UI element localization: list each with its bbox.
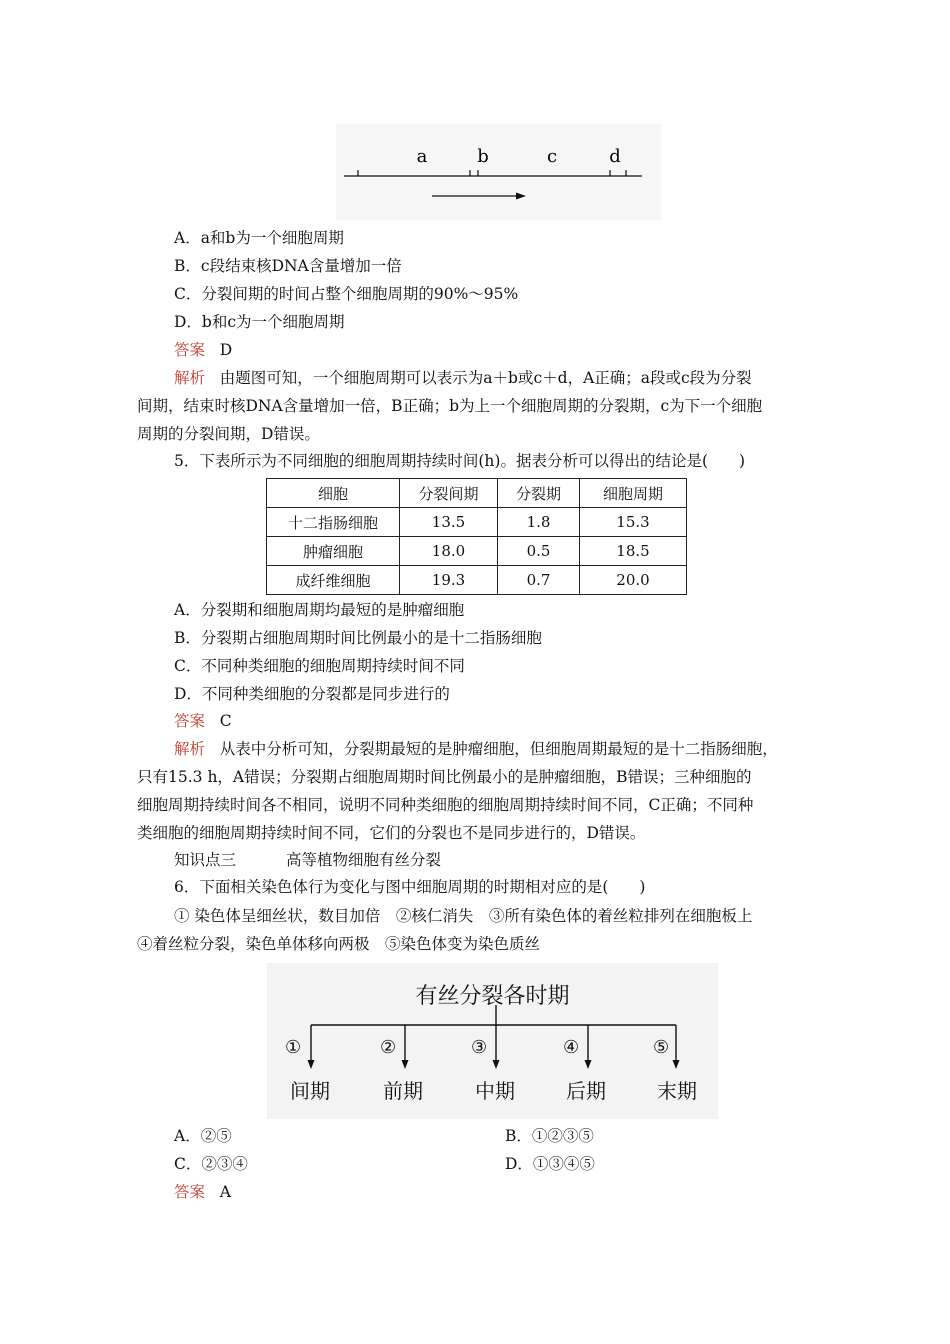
answer-label: 答案 [174, 341, 206, 359]
table-cell: 19.3 [400, 566, 498, 595]
answer-value: C [219, 712, 232, 730]
q5-option-b: B．分裂期占细胞周期时间比例最小的是十二指肠细胞 [174, 629, 542, 647]
q5-stem: 5．下表所示为不同细胞的细胞周期持续时间(h)。据表分析可以得出的结论是( ) [174, 452, 746, 470]
answer-label: 答案 [174, 1183, 206, 1201]
table-cell: 13.5 [400, 508, 498, 537]
phase-telophase: 末期 [657, 1079, 697, 1103]
q4-option-b: B．c段结束核DNA含量增加一倍 [174, 257, 402, 275]
label-b: b [477, 146, 489, 167]
branch-number-1: ① [285, 1037, 302, 1058]
branch-arrow-4 [585, 1060, 592, 1069]
branch-number-3: ③ [471, 1037, 488, 1058]
label-c: c [546, 146, 558, 167]
phase-anaphase: 后期 [566, 1079, 606, 1103]
analysis-label: 解析 [174, 369, 206, 387]
table-cell: 15.3 [580, 508, 687, 537]
section-label: 知识点三 [174, 851, 237, 869]
q4-option-a: A．a和b为一个细胞周期 [174, 229, 344, 247]
q5-option-a: A．分裂期和细胞周期均最短的是肿瘤细胞 [174, 601, 465, 619]
table-cell: 18.0 [400, 537, 498, 566]
table-cell: 20.0 [580, 566, 687, 595]
table-header-cell: 分裂间期 [400, 479, 498, 508]
q5-analysis-line-4: 类细胞的细胞周期持续时间不同，它们的分裂也不是同步进行的，D错误。 [137, 824, 646, 842]
branch-arrow-5 [673, 1060, 680, 1069]
direction-arrowhead [516, 193, 526, 200]
q4-analysis-line-3: 周期的分裂间期，D错误。 [137, 425, 320, 443]
q6-option-b: B．①②③⑤ [505, 1127, 594, 1145]
table-cell: 成纤维细胞 [267, 566, 400, 595]
q5-option-c: C．不同种类细胞的细胞周期持续时间不同 [174, 657, 465, 675]
q6-line-2: ④着丝粒分裂，染色单体移向两极 ⑤染色体变为染色质丝 [137, 935, 541, 953]
mitosis-phases-figure [267, 963, 718, 1119]
table-cell: 0.7 [498, 566, 580, 595]
q4-option-c: C．分裂间期的时间占整个细胞周期的90%～95% [174, 285, 519, 303]
section-title: 高等植物细胞有丝分裂 [286, 851, 442, 869]
branch-number-4: ④ [563, 1037, 580, 1058]
table-header-row [267, 479, 687, 508]
q5-analysis-line-1: 解析 从表中分析可知，分裂期最短的是肿瘤细胞，但细胞周期最短的是十二指肠细胞， [174, 740, 778, 758]
phase-prophase: 前期 [383, 1079, 423, 1103]
cell-cycle-line-svg [336, 124, 661, 220]
table-cell: 肿瘤细胞 [267, 537, 400, 566]
label-a: a [416, 146, 428, 167]
answer-value: A [219, 1183, 231, 1201]
q4-option-d: D．b和c为一个细胞周期 [174, 313, 345, 331]
q4-analysis-line-2: 间期，结束时核DNA含量增加一倍，B正确；b为上一个细胞周期的分裂期，c为下一个细胞 [137, 397, 763, 415]
section-heading [174, 850, 441, 870]
q5-table [266, 478, 687, 595]
table-cell: 1.8 [498, 508, 580, 537]
branch-number-2: ② [380, 1037, 397, 1058]
answer-value: D [219, 341, 233, 359]
table-header-cell: 细胞 [267, 479, 400, 508]
q6-option-d: D．①③④⑤ [505, 1155, 595, 1173]
q5-analysis-line-3: 细胞周期持续时间各不相同，说明不同种类细胞的细胞周期持续时间不同，C正确；不同种 [137, 796, 754, 814]
cell-cycle-line-figure [336, 124, 661, 220]
phase-interphase: 间期 [290, 1079, 330, 1103]
branch-arrow-1 [308, 1060, 315, 1069]
branch-arrow-2 [402, 1060, 409, 1069]
table-cell: 0.5 [498, 537, 580, 566]
label-d: d [609, 146, 621, 167]
q6-stem: 6．下面相关染色体行为变化与图中细胞周期的时期相对应的是( ) [174, 878, 646, 896]
answer-label: 答案 [174, 712, 206, 730]
figure-title: 有丝分裂各时期 [415, 984, 570, 1009]
table-row [267, 508, 687, 537]
table-row [267, 537, 687, 566]
q4-answer [174, 340, 232, 360]
branch-number-5: ⑤ [653, 1037, 670, 1058]
q5-option-d: D．不同种类细胞的分裂都是同步进行的 [174, 685, 450, 703]
branch-arrow-3 [493, 1060, 500, 1069]
q6-option-c: C．②③④ [174, 1155, 248, 1173]
q6-line-1: ① 染色体呈细丝状，数目加倍 ②核仁消失 ③所有染色体的着丝粒排列在细胞板上 [174, 907, 753, 925]
q5-answer [174, 711, 232, 731]
table-header-cell: 细胞周期 [580, 479, 687, 508]
table-cell: 18.5 [580, 537, 687, 566]
table-row [267, 566, 687, 595]
table-cell: 十二指肠细胞 [267, 508, 400, 537]
q6-answer [174, 1182, 231, 1202]
q6-option-a: A．②⑤ [174, 1127, 232, 1145]
q5-analysis-line-2: 只有15.3 h，A错误；分裂期占细胞周期时间比例最小的是肿瘤细胞，B错误；三种细胞的 [137, 768, 752, 786]
table-header-cell: 分裂期 [498, 479, 580, 508]
analysis-label: 解析 [174, 740, 206, 758]
phase-metaphase: 中期 [475, 1079, 515, 1103]
q4-analysis-line-1: 解析 由题图可知，一个细胞周期可以表示为a＋b或c＋d，A正确；a段或c段为分裂 [174, 369, 752, 387]
